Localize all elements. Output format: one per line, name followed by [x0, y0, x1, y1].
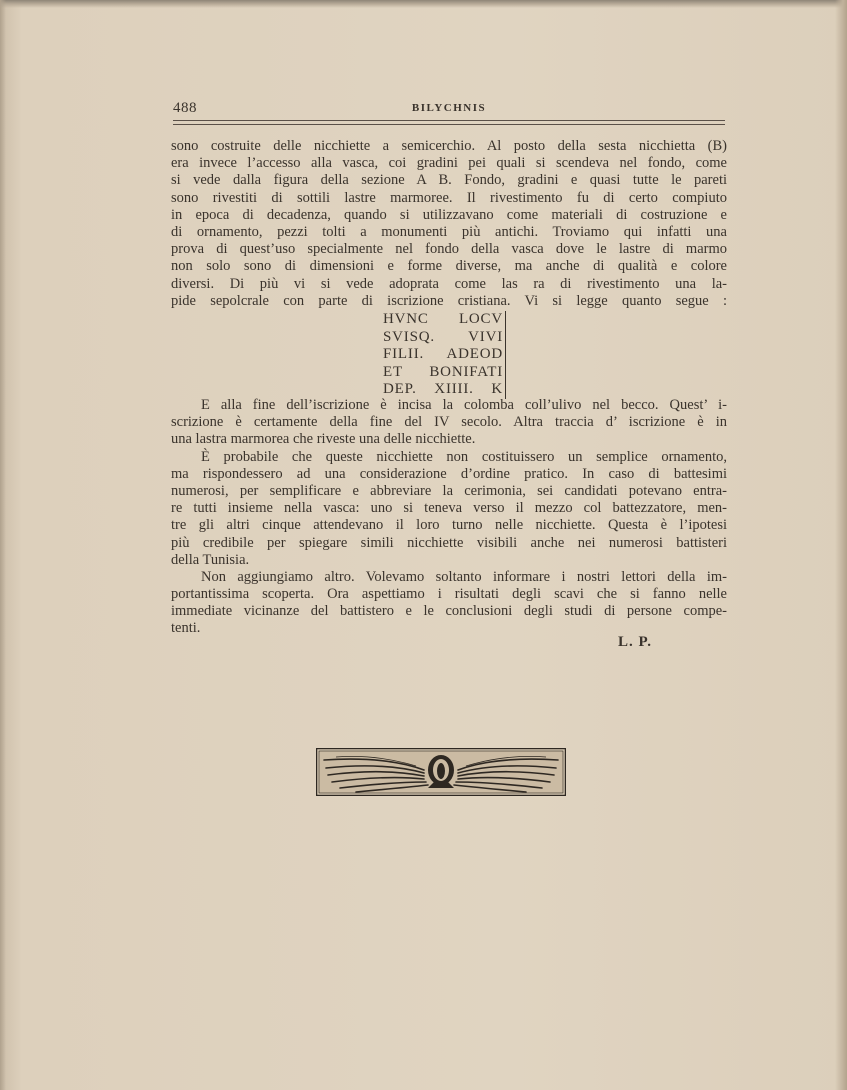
text-line: più credibile per spiegare simili nicchiette visibili anche nei numerosi battisteri	[171, 534, 727, 551]
header-rule-bottom	[173, 124, 725, 125]
inscription-line: FILII. ADEOD	[383, 346, 503, 362]
text-line: tenti.	[171, 620, 201, 637]
running-header	[173, 100, 725, 120]
paragraphs-2-4	[171, 397, 727, 638]
inscription-line: DEP. XIIII. K	[383, 381, 503, 397]
text-line: della Tunisia.	[171, 551, 250, 568]
page-number: 488	[173, 100, 197, 116]
text-line: non solo sono di dimensioni e forme diverse, ma anche di qualità e colore	[171, 258, 727, 275]
text-line: scrizione è certamente della fine del IV secolo. Altra traccia d’ iscrizione è in	[171, 414, 727, 431]
text-line: di ornamento, pezzi tolti a monumenti più antichi. Troviamo qui infatti una	[171, 223, 727, 240]
text-line: sono rivestiti di sottili lastre marmoree. Il rivestimento fu di certo compiuto	[171, 189, 727, 206]
text-line: È probabile che queste nicchiette non costituissero un semplice ornamento,	[201, 448, 727, 465]
latin-inscription	[383, 311, 506, 399]
text-line: tre gli altri cinque attendevano il loro turno nelle nicchiette. Questa è l’ipotesi	[171, 517, 727, 534]
running-title: BILYCHNIS	[411, 102, 487, 114]
text-line: ma rispondessero ad una considerazione d’ordine pratico. In caso di battesimi	[171, 465, 727, 482]
text-line: prova di quest’uso specialmente nel fondo della vasca dove le lastre di marmo	[171, 241, 727, 258]
inscription-line: ET BONIFATI	[383, 363, 503, 380]
text-line: sono costruite delle nicchiette a semicerchio. Al posto della sesta nicchietta (B)	[171, 138, 727, 154]
text-line: una lastra marmorea che riveste una delle nicchiette.	[171, 431, 476, 448]
text-line: si vede dalla figura della sezione A B. Fondo, gradini e quasi tutte le pareti	[171, 172, 727, 189]
text-line: in epoca di decadenza, quando si utilizzavano come materiali di costruzione e	[171, 206, 727, 223]
text-line: immediate vicinanze del battistero e le conclusioni degli studi di persone compe-	[171, 603, 727, 620]
inscription-line: SVISQ. VIVI	[383, 328, 503, 345]
header-rule-top	[173, 120, 725, 121]
text-line: diversi. Di più vi si vede adoprata come las ra di rivestimento una la-	[171, 275, 727, 292]
page-top-edge	[0, 0, 847, 8]
text-line: portantissima scoperta. Ora aspettiamo i risultati degli scavi che si fanno nelle	[171, 586, 727, 603]
text-line: re tutti insieme nella vasca: uno si teneva verso il mezzo col battezzatore, men-	[171, 500, 727, 517]
text-line: pide sepolcrale con parte di iscrizione cristiana. Vi si legge quanto segue :	[171, 292, 727, 309]
text-line: Non aggiungiamo altro. Volevamo soltanto informare i nostri lettori della im-	[201, 568, 727, 585]
inscription-line: HVNC LOCV	[383, 311, 503, 327]
author-signature: L. P.	[618, 634, 653, 650]
paragraph-1	[171, 138, 727, 310]
text-line: numerosi, per semplificare e abbreviare la cerimonia, sei candidati potevano entra-	[171, 482, 727, 499]
page-left-edge	[0, 0, 6, 1090]
text-line: era invece l’accesso alla vasca, coi gradini pei quali si scendeva nel fondo, come	[171, 155, 727, 172]
text-line: E alla fine dell’iscrizione è incisa la colomba coll’ulivo nel becco. Quest’ i-	[201, 397, 727, 413]
winged-emblem-icon	[316, 748, 566, 796]
page-right-edge	[835, 0, 847, 1090]
